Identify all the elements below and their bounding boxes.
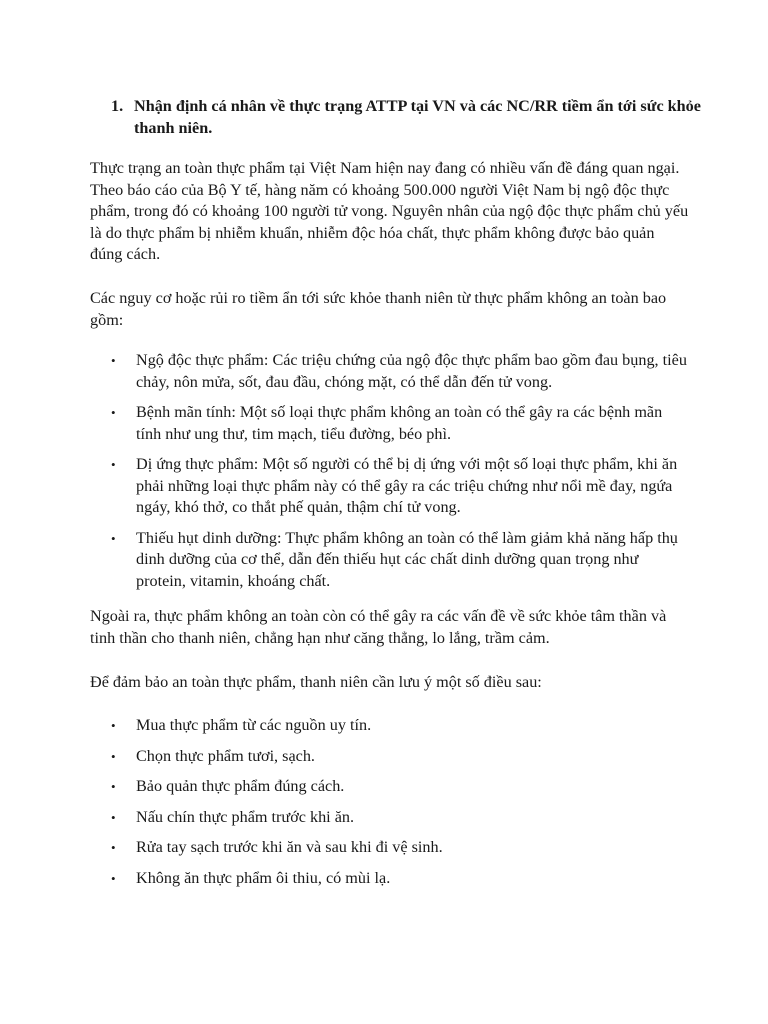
- list-item-text: Nấu chín thực phẩm trước khi ăn.: [136, 807, 355, 826]
- list-item: [90, 776, 690, 798]
- tips-list: [90, 715, 690, 898]
- bullet-icon: •: [111, 840, 116, 855]
- list-item-text: Dị ứng thực phẩm: Một số người có thể bị dị ứng với một số loại thực phẩm, khi ăn phải những loại thực phẩm này có thể gây ra các triệu chứng như nổi mề đay, ngứa ngáy, khó thở, co thắt phế quản, thậm chí tử vong.: [136, 455, 678, 516]
- list-item: [90, 868, 690, 890]
- list-item: [90, 837, 690, 859]
- bullet-icon: •: [111, 457, 116, 472]
- bullet-icon: •: [111, 779, 116, 794]
- list-item: [90, 350, 690, 393]
- list-item: [90, 402, 690, 445]
- list-item-text: Không ăn thực phẩm ôi thiu, có mùi lạ.: [136, 868, 391, 887]
- list-item-text: Mua thực phẩm từ các nguồn uy tín.: [136, 716, 372, 734]
- paragraph-situation: Thực trạng an toàn thực phẩm tại Việt Nam hiện nay đang có nhiều vấn đề đáng quan ngại. Theo báo cáo của Bộ Y tế, hàng năm có khoảng 500.000 người Việt Nam bị ngộ độc thực phẩm, trong đó có khoảng 100 người tử vong. Nguyên nhân của ngộ độc thực phẩm chủ yếu là do thực phẩm bị nhiễm khuẩn, nhiễm độc hóa chất, thực phẩm không được bảo quản đúng cách.: [90, 159, 689, 263]
- bullet-icon: •: [111, 748, 116, 764]
- list-item-text: Thiếu hụt dinh dưỡng: Thực phẩm không an toàn có thể làm giảm khả năng hấp thụ dinh dưỡng của cơ thể, dẫn đến thiếu hụt các chất dinh dưỡng quan trọng như protein, vitamin, khoáng chất.: [136, 528, 678, 590]
- risks-list: [90, 350, 690, 601]
- paragraph-mental-health: Ngoài ra, thực phẩm không an toàn còn có thể gây ra các vấn đề về sức khỏe tâm thần và tinh thần cho thanh niên, chẳng hạn như căng thẳng, lo lắng, trầm cảm.: [90, 607, 667, 647]
- list-item: [90, 528, 690, 593]
- heading-text: Nhận định cá nhân về thực trạng ATTP tại VN và các NC/RR tiềm ẩn tới sức khỏe thanh niên.: [134, 97, 701, 137]
- bullet-icon: •: [111, 809, 116, 825]
- list-item-text: Rửa tay sạch trước khi ăn và sau khi đi vệ sinh.: [136, 838, 443, 856]
- heading-number: 1.: [111, 97, 124, 115]
- list-item: [90, 715, 690, 737]
- list-item-text: Chọn thực phẩm tươi, sạch.: [136, 746, 315, 765]
- list-item: [90, 454, 690, 519]
- bullet-icon: •: [111, 353, 116, 368]
- list-item-text: Bệnh mãn tính: Một số loại thực phẩm không an toàn có thể gây ra các bệnh mãn tính như ung thư, tim mạch, tiểu đường, béo phì.: [136, 403, 663, 443]
- list-item: [90, 807, 690, 829]
- bullet-icon: •: [111, 530, 116, 546]
- list-item: [90, 746, 690, 768]
- paragraph-risks-intro: Các nguy cơ hoặc rủi ro tiềm ẩn tới sức khỏe thanh niên từ thực phẩm không an toàn bao gồm:: [90, 289, 667, 329]
- bullet-icon: •: [111, 405, 116, 420]
- section-heading: [111, 96, 711, 139]
- paragraph-tips-intro: Để đảm bảo an toàn thực phẩm, thanh niên cần lưu ý một số điều sau:: [90, 673, 542, 691]
- list-item-text: Bảo quản thực phẩm đúng cách.: [136, 777, 345, 795]
- bullet-icon: •: [111, 718, 116, 733]
- bullet-icon: •: [111, 870, 116, 886]
- list-item-text: Ngộ độc thực phẩm: Các triệu chứng của ngộ độc thực phẩm bao gồm đau bụng, tiêu chảy, nôn mửa, sốt, đau đầu, chóng mặt, có thể dẫn đến tử vong.: [136, 351, 687, 391]
